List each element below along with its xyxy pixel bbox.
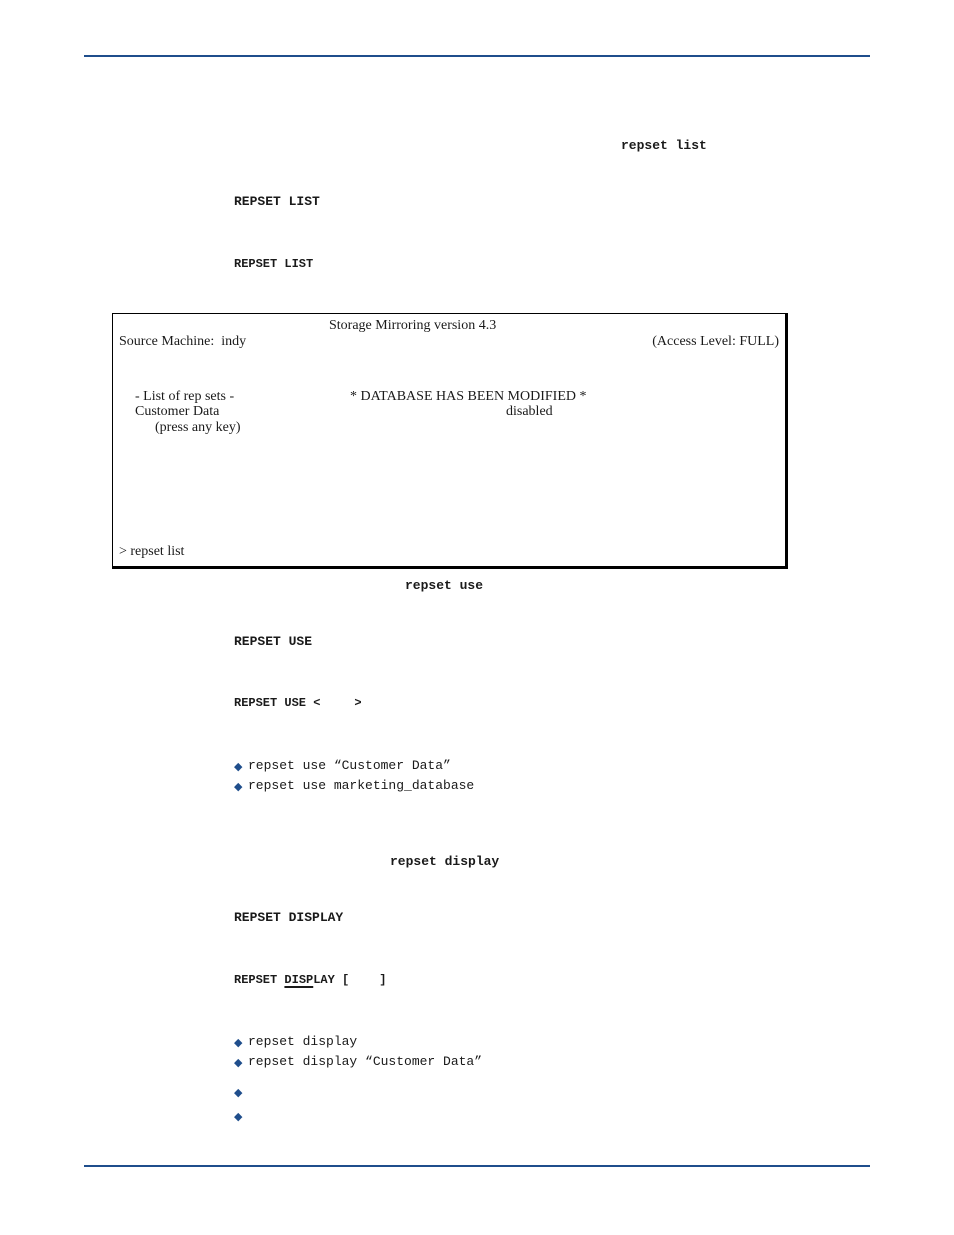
- console-repset-name: Customer Data: [135, 404, 220, 419]
- header-rule: [84, 55, 870, 57]
- command-heading-repset-use: REPSET USE: [234, 634, 313, 649]
- console-screen: [112, 313, 788, 569]
- example-repset-display-2: repset display “Customer Data”: [248, 1054, 483, 1069]
- inline-command-repset-list: repset list: [621, 138, 707, 153]
- inline-command-repset-display: repset display: [390, 854, 500, 869]
- bullet-icon: ◆: [234, 1036, 243, 1049]
- console-source-machine: Source Machine: indy: [119, 334, 247, 349]
- command-heading-repset-display: REPSET DISPLAY: [234, 910, 344, 925]
- bullet-icon: ◆: [234, 780, 243, 793]
- command-heading-repset-list: REPSET LIST: [234, 194, 320, 209]
- bullet-icon: ◆: [234, 760, 243, 773]
- bullet-icon: ◆: [234, 1056, 243, 1069]
- console-access-level: (Access Level: FULL): [652, 334, 779, 349]
- example-repset-use-1: repset use “Customer Data”: [248, 758, 451, 773]
- syntax-repset-display: [234, 974, 386, 986]
- console-prompt: > repset list: [119, 544, 185, 559]
- console-title: Storage Mirroring version 4.3: [329, 318, 497, 333]
- syntax-repset-use-suffix: >: [354, 696, 362, 710]
- syntax-repset-display-abbrev: DISP: [284, 973, 314, 987]
- bullet-icon: ◆: [234, 1086, 243, 1099]
- bullet-icon: ◆: [234, 1110, 243, 1123]
- console-repset-status: disabled: [506, 404, 553, 419]
- console-db-modified: * DATABASE HAS BEEN MODIFIED *: [350, 389, 587, 404]
- example-repset-use-2: repset use marketing_database: [248, 778, 475, 793]
- inline-command-repset-use: repset use: [405, 578, 484, 593]
- console-list-header: - List of rep sets -: [135, 389, 235, 404]
- syntax-repset-list: REPSET LIST: [234, 257, 314, 271]
- syntax-repset-display-suffix: ]: [379, 973, 387, 987]
- syntax-repset-use-prefix: REPSET USE <: [234, 696, 321, 710]
- syntax-repset-display-rest: LAY [: [313, 973, 350, 987]
- syntax-repset-use: [234, 697, 362, 709]
- example-repset-display-1: repset display: [248, 1034, 358, 1049]
- footer-rule: [84, 1165, 870, 1167]
- console-press-key: (press any key): [155, 420, 241, 435]
- syntax-repset-display-prefix: REPSET: [234, 973, 285, 987]
